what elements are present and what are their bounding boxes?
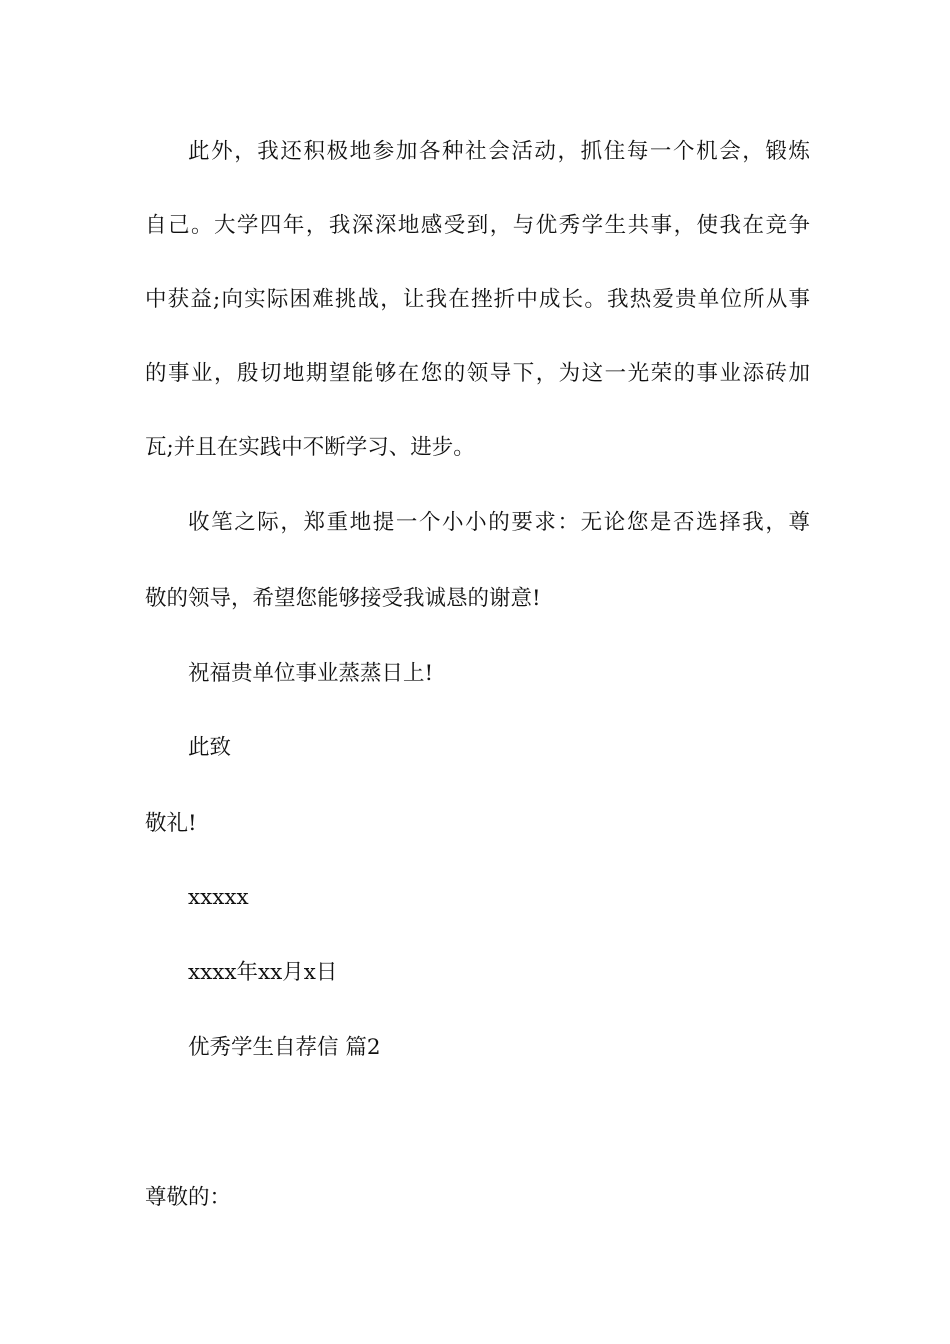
paragraph-1-line-2: 自己。大学四年，我深深地感受到，与优秀学生共事，使我在竞争 [145, 213, 810, 238]
paragraph-2-line-2: 敬的领导，希望您能够接受我诚恳的谢意! [145, 586, 541, 611]
paragraph-1-line-4: 的事业，殷切地期望能够在您的领导下，为这一光荣的事业添砖加 [145, 361, 810, 386]
paragraph-1-line-5: 瓦;并且在实践中不断学习、进步。 [145, 435, 475, 460]
signature-name: xxxxx [188, 885, 249, 910]
closing-ci-zhi: 此致 [188, 735, 232, 760]
signature-date: xxxx年xx月x日 [188, 960, 338, 985]
paragraph-1-line-1: 此外，我还积极地参加各种社会活动，抓住每一个机会，锻炼 [188, 139, 810, 164]
blessing-text: 祝福贵单位事业蒸蒸日上! [188, 661, 434, 686]
salutation: 尊敬的： [145, 1185, 232, 1210]
paragraph-1-line-3: 中获益;向实际困难挑战，让我在挫折中成长。我热爱贵单位所从事 [145, 287, 810, 312]
closing-jing-li: 敬礼! [145, 811, 197, 836]
next-letter-heading: 优秀学生自荐信 篇2 [188, 1035, 381, 1060]
paragraph-2-line-1: 收笔之际，郑重地提一个小小的要求：无论您是否选择我，尊 [188, 510, 810, 535]
